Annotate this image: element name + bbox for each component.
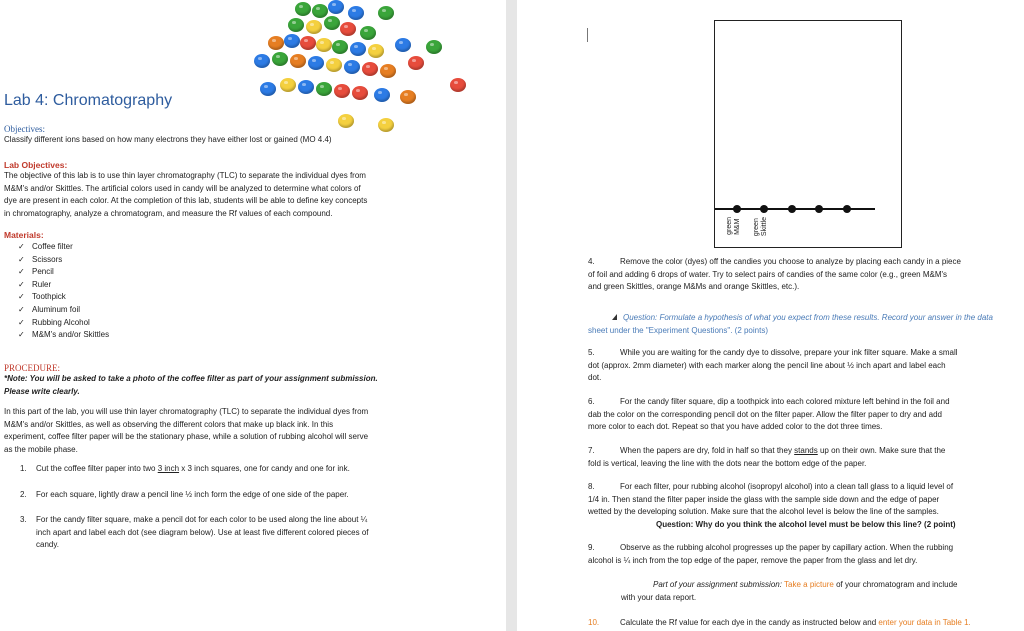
step-text: For each square, lightly draw a pencil line ½ inch form the edge of one side of the paper. <box>36 490 349 499</box>
text-line: The objective of this lab is to use thin layer chromatography (TLC) to separate the individual dyes from <box>4 171 366 180</box>
text-line: While you are waiting for the candy dye to dissolve, prepare your ink filter square. Make a small <box>620 348 958 357</box>
materials-heading: Materials: <box>4 230 44 240</box>
check-icon: ✓ <box>18 254 25 264</box>
step-number: 3. <box>20 515 27 524</box>
step-1 <box>20 463 350 476</box>
check-icon: ✓ <box>18 330 25 340</box>
step-5 <box>588 347 1018 385</box>
lab-objectives-text <box>4 170 474 220</box>
text-line: In this part of the lab, you will use thin layer chromatography (TLC) to separate the individual dyes from <box>4 407 369 416</box>
check-icon: ✓ <box>18 317 25 327</box>
list-item <box>18 304 109 317</box>
question-text: Question: Formulate a hypothesis of what you expect from these results. Record your answer in the data <box>623 313 993 322</box>
step-10 <box>588 617 1024 630</box>
step-question: Question: Why do you think the alcohol level must be below this line? (2 point) <box>656 519 956 529</box>
step-3 <box>20 514 460 552</box>
text-line: For the candy filter square, make a pencil dot for each color to be used along the line about ¼ <box>36 515 368 524</box>
step-text: Cut the coffee filter paper into two <box>36 464 158 473</box>
text-line: more color to each dot. Repeat so that you have added color to the dot three times. <box>588 422 883 431</box>
text-line: For the candy filter square, dip a toothpick into each colored mixture left behind in the foil and <box>620 397 950 406</box>
table-link[interactable]: enter your data in Table 1. <box>878 618 971 627</box>
step-text: Calculate the Rf value for each dye in the candy as instructed below and <box>620 618 879 627</box>
lab-objectives-heading: Lab Objectives: <box>4 160 68 170</box>
check-icon: ✓ <box>18 279 25 289</box>
step-number: 1. <box>20 464 27 473</box>
text-line: *Note: You will be asked to take a photo of the coffee filter as part of your assignment submission. <box>4 374 378 383</box>
submission-italic: Part of your assignment submission: <box>653 580 782 589</box>
submission-note <box>621 579 1021 604</box>
text-line: Observe as the rubbing alcohol progresses up the paper by capillary action. When the rubbing <box>620 543 954 552</box>
material-label: Scissors <box>32 254 63 264</box>
text-line: alcohol is ¼ inch from the top edge of the paper, remove the paper from the glass and let dry. <box>588 555 918 565</box>
step-number: 7. <box>588 446 595 455</box>
text-line: Remove the color (dyes) off the candies you choose to analyze by placing each candy in a piece <box>620 257 961 266</box>
step-number: 10. <box>588 618 600 627</box>
take-picture-link[interactable]: Take a picture <box>781 580 834 589</box>
list-item <box>18 254 109 267</box>
list-item <box>18 329 109 342</box>
step-number: 9. <box>588 543 595 552</box>
question-text: sheet under the "Experiment Questions". (2 points) <box>588 325 768 335</box>
materials-list <box>18 241 109 342</box>
dot-label-green-skittle: green Skittle <box>753 217 768 237</box>
sample-dot <box>733 205 741 213</box>
text-line: in chromatography, analyze a chromatogram, and measure the Rf values of each compound. <box>4 208 333 218</box>
step-text: x 3 inch squares, one for candy and one for ink. <box>179 464 350 473</box>
text-line: of foil and adding 6 drops of water. Try to select pairs of candies of the same color (e.g., green M&M's <box>588 269 948 279</box>
step-underlined: stands <box>794 446 818 455</box>
check-icon: ✓ <box>18 304 25 314</box>
text-line: fold is vertical, leaving the line with the dots near the bottom edge of the paper. <box>588 458 867 468</box>
sample-dot <box>843 205 851 213</box>
dot-label-green-mm: green M&M <box>726 217 741 235</box>
text-line: M&M's and/or Skittles, as well as observing the different colors that make up black ink. In this <box>4 419 334 429</box>
step-number: 8. <box>588 482 595 491</box>
text-line: dye are present in each color. At the completion of this lab, students will be able to define key concepts <box>4 196 368 205</box>
step-7 <box>588 445 1018 470</box>
list-item <box>18 279 109 292</box>
step-underlined: 3 inch <box>157 464 180 473</box>
step-number: 5. <box>588 348 595 357</box>
text-line: and green Skittles, orange M&Ms and orange Skittles, etc.). <box>588 282 800 291</box>
material-label: Pencil <box>32 267 54 277</box>
text-line: dab the color on the corresponding pencil dot on the filter paper. Allow the filter paper to dry and add <box>588 409 943 419</box>
step-number: 6. <box>588 397 595 406</box>
material-label: Coffee filter <box>32 242 73 251</box>
list-item <box>18 317 109 330</box>
step-text: up on their own. Make sure that the <box>817 446 946 455</box>
step-2 <box>20 489 349 502</box>
list-item <box>18 291 109 304</box>
material-label: Toothpick <box>32 292 66 302</box>
check-icon: ✓ <box>18 242 25 251</box>
right-document-page <box>517 0 1024 631</box>
step-6 <box>588 396 1018 434</box>
step-number: 2. <box>20 490 27 499</box>
material-label: Rubbing Alcohol <box>32 317 90 327</box>
text-line: dot (approx. 2mm diameter) with each marker along the pencil line about ½ inch apart and label each <box>588 360 946 370</box>
text-line: experiment, coffee filter paper will be the stationary phase, while a solution of rubbing alcohol will serve <box>4 432 369 441</box>
text-line: wetted by the developing solution. Make sure that the alcohol level is below the line of the samples. <box>588 507 939 516</box>
step-4 <box>588 256 1018 294</box>
material-label: Ruler <box>32 279 52 289</box>
sample-dot <box>760 205 768 213</box>
triangle-icon <box>612 314 617 320</box>
text-cursor <box>587 28 588 42</box>
material-label: Aluminum foil <box>32 304 81 314</box>
step-9 <box>588 542 1018 567</box>
objectives-text: Classify different ions based on how many electrons they have either lost or gained (MO 4.4) <box>4 135 332 144</box>
material-label: M&M's and/or Skittles <box>32 330 110 340</box>
text-line: For each filter, pour rubbing alcohol (isopropyl alcohol) into a clean tall glass to a liquid level of <box>620 482 954 491</box>
step-number: 4. <box>588 257 595 266</box>
objectives-heading: Objectives: <box>4 124 45 134</box>
text-line: with your data report. <box>621 592 697 602</box>
left-document-page <box>0 0 506 631</box>
candy-image <box>240 0 470 135</box>
page-title: Lab 4: Chromatography <box>4 92 173 109</box>
check-icon: ✓ <box>18 267 25 277</box>
assignment-note <box>4 373 494 398</box>
text-line: M&M's and/or Skittles. The artificial colors used in candy will be analyzed to determine what colors of <box>4 183 361 193</box>
submission-text: of your chromatogram and include <box>833 580 958 589</box>
sample-dot <box>815 205 823 213</box>
step-8 <box>588 481 1018 531</box>
list-item <box>18 266 109 279</box>
text-line: 1/4 in. Then stand the filter paper inside the glass with the sample side down and the edge of paper <box>588 494 940 504</box>
hypothesis-question <box>588 312 1018 337</box>
chromatogram-diagram <box>714 20 902 248</box>
text-line: inch apart and label each dot (see diagram below). Use at least five different colored pieces of <box>36 527 369 537</box>
text-line: as the mobile phase. <box>4 444 78 454</box>
check-icon: ✓ <box>18 292 25 302</box>
step-text: When the papers are dry, fold in half so that they <box>620 446 795 455</box>
list-item <box>18 241 109 254</box>
text-line: Please write clearly. <box>4 386 80 396</box>
procedure-heading: PROCEDURE: <box>4 363 61 373</box>
sample-dot <box>788 205 796 213</box>
text-line: dot. <box>588 373 602 382</box>
procedure-intro <box>4 406 499 456</box>
text-line: candy. <box>36 540 59 549</box>
